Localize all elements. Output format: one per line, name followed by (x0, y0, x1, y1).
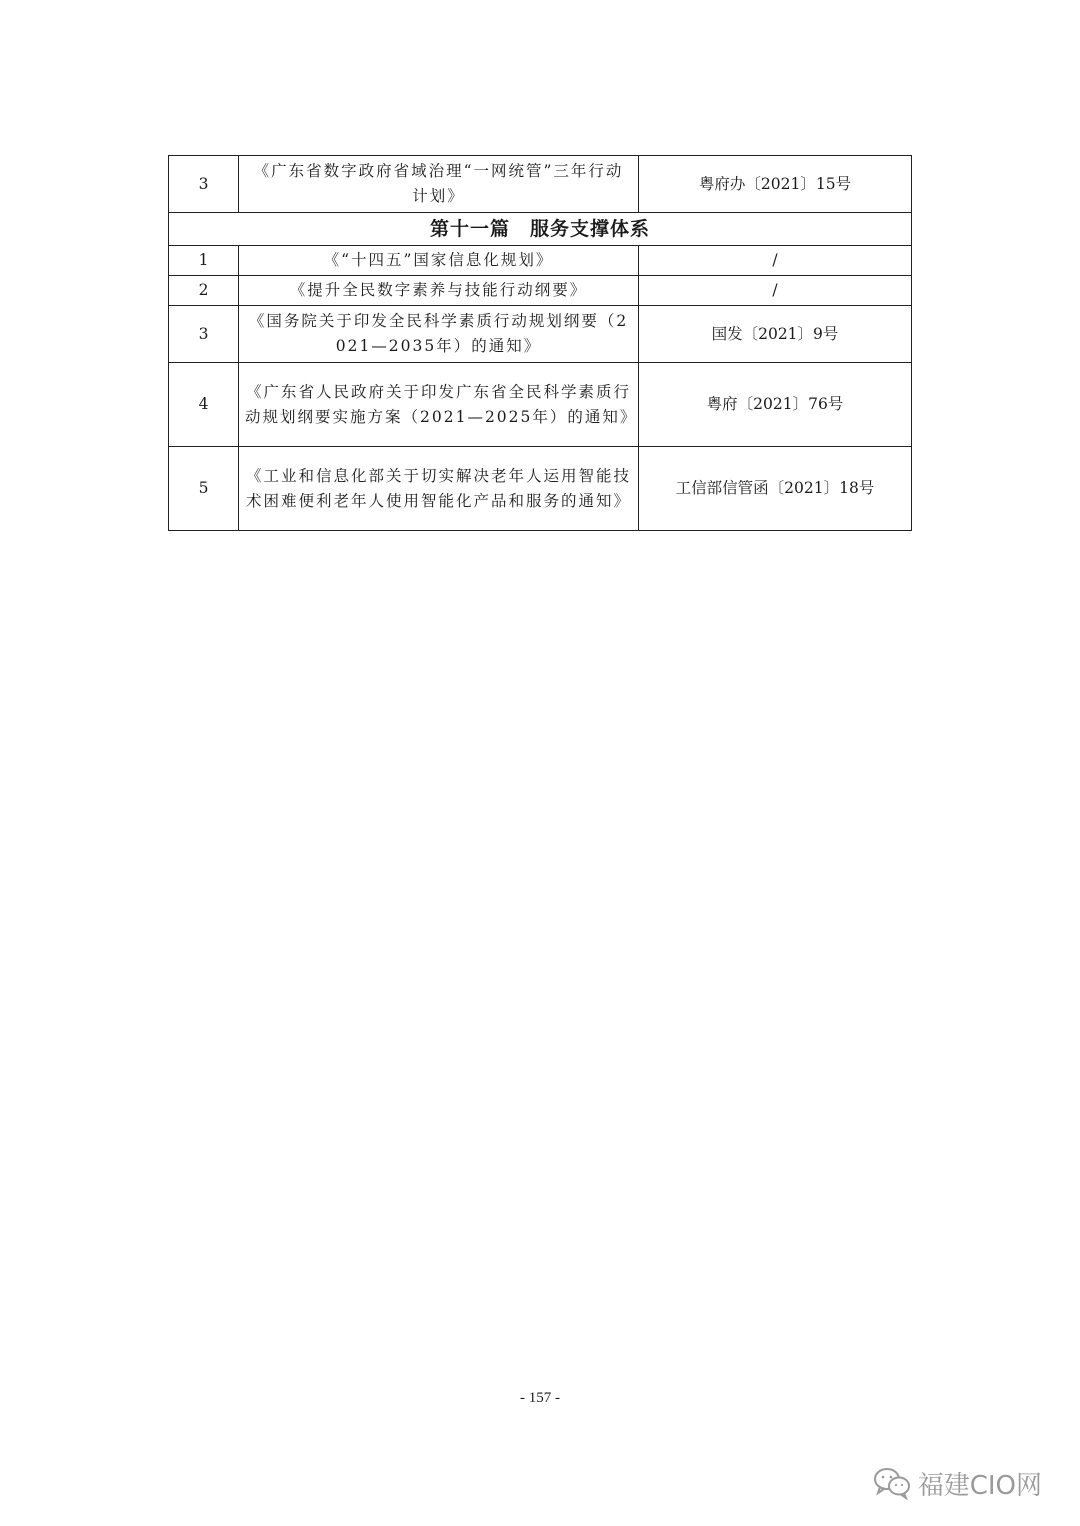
document-title: 《国务院关于印发全民科学素质行动规划纲要（2021—2035年）的通知》 (239, 306, 639, 363)
table-row (169, 447, 912, 531)
table-row (169, 276, 912, 306)
table-row (169, 246, 912, 276)
document-title: 《工业和信息化部关于切实解决老年人运用智能技术困难便利老年人使用智能化产品和服务的通知》 (239, 447, 639, 531)
document-number: 国发〔2021〕9号 (639, 306, 912, 363)
document-title: 《广东省人民政府关于印发广东省全民科学素质行动规划纲要实施方案（2021—2025年）的通知》 (239, 363, 639, 447)
page-number: - 157 - (520, 1390, 560, 1406)
row-number: 2 (169, 276, 239, 306)
document-number: / (639, 246, 912, 276)
document-number: 粤府〔2021〕76号 (639, 363, 912, 447)
reference-table (168, 155, 912, 531)
section-row (169, 213, 912, 246)
document-number: 工信部信管函〔2021〕18号 (639, 447, 912, 531)
document-title: 《广东省数字政府省域治理“一网统管”三年行动计划》 (239, 156, 639, 213)
table-row (169, 306, 912, 363)
row-number: 3 (169, 306, 239, 363)
document-title: 《“十四五”国家信息化规划》 (239, 246, 639, 276)
row-number: 1 (169, 246, 239, 276)
table-row (169, 156, 912, 213)
table-row (169, 363, 912, 447)
row-number: 5 (169, 447, 239, 531)
document-number: 粤府办〔2021〕15号 (639, 156, 912, 213)
row-number: 4 (169, 363, 239, 447)
row-number: 3 (169, 156, 239, 213)
watermark (872, 1463, 1042, 1503)
document-title: 《提升全民数字素养与技能行动纲要》 (239, 276, 639, 306)
wechat-icon (872, 1466, 912, 1500)
watermark-text: 福建CIO网 (917, 1470, 1042, 1501)
section-heading: 第十一篇 服务支撑体系 (169, 213, 912, 246)
document-number: / (639, 276, 912, 306)
